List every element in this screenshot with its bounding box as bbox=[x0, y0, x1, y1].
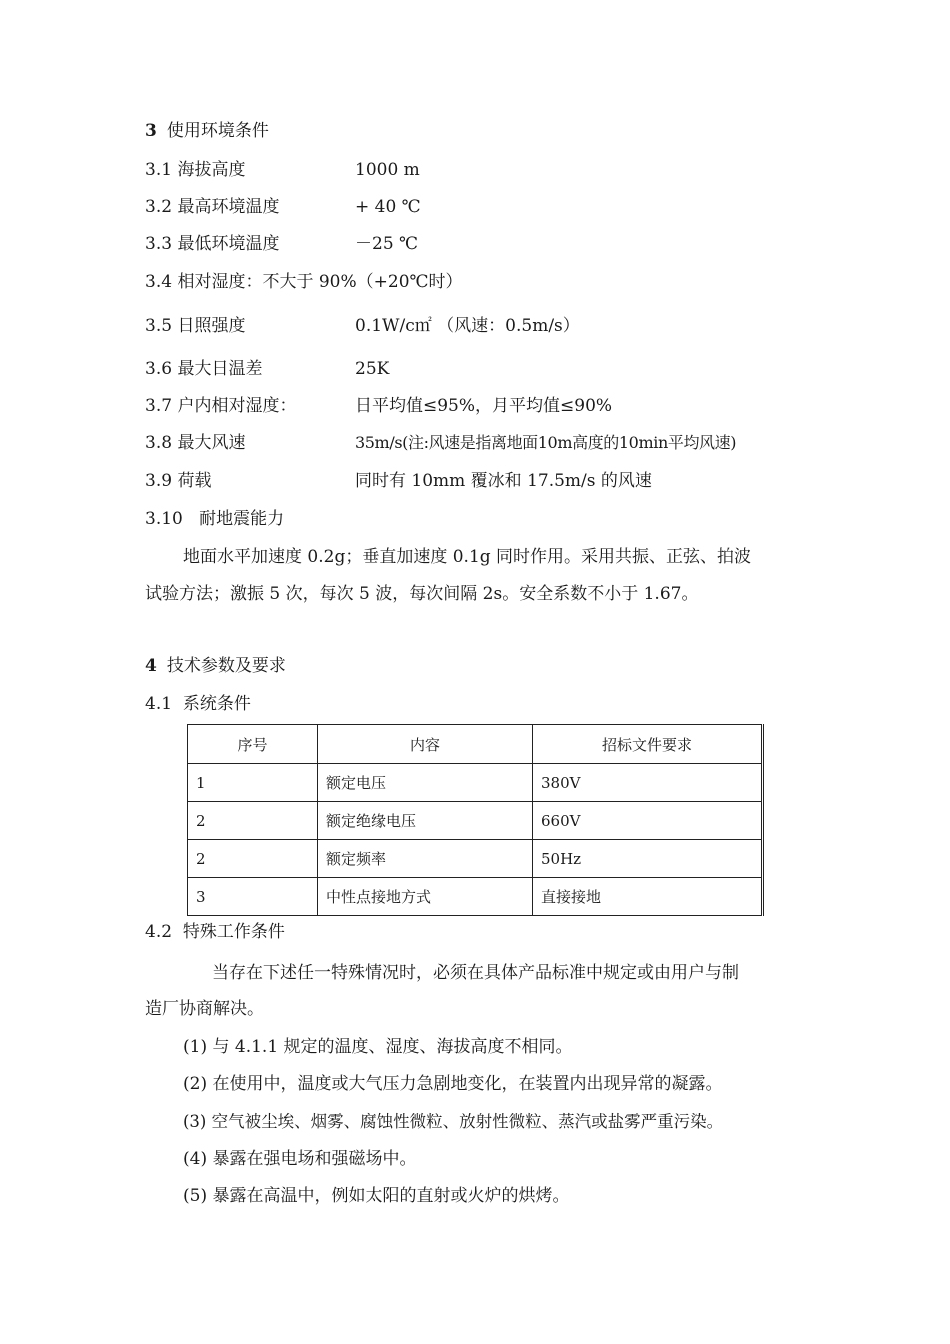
special-conditions-paragraph-line-1: 当存在下述任一特殊情况时，必须在具体产品标准中规定或由用户与制 bbox=[212, 963, 739, 983]
env-item-value: 25K bbox=[355, 359, 390, 379]
env-item-value: 同时有 10mm 覆冰和 17.5m/s 的风速 bbox=[355, 471, 652, 491]
seismic-paragraph-line-1: 地面水平加速度 0.2g；垂直加速度 0.1g 同时作用。采用共振、正弦、拍波 bbox=[183, 547, 752, 567]
table-cell: 中性点接地方式 bbox=[318, 878, 533, 916]
env-item-label: 3.1 海拔高度 bbox=[145, 160, 246, 180]
table-row bbox=[188, 878, 763, 916]
table-header-cell: 内容 bbox=[318, 725, 533, 764]
table-cell: 额定频率 bbox=[318, 840, 533, 878]
table-row bbox=[188, 840, 763, 878]
env-item-label: 3.5 日照强度 bbox=[145, 316, 246, 336]
env-item-label: 3.6 最大日温差 bbox=[145, 359, 263, 379]
section-3-heading bbox=[145, 120, 269, 142]
env-item-value: 35m/s(注:风速是指离地面10m高度的10min平均风速) bbox=[355, 433, 737, 452]
env-item-label: 3.10 耐地震能力 bbox=[145, 509, 285, 529]
special-condition-item: (1) 与 4.1.1 规定的温度、湿度、海拔高度不相同。 bbox=[183, 1037, 573, 1057]
section-4-heading bbox=[145, 655, 286, 677]
table-cell: 3 bbox=[188, 878, 318, 916]
table-cell: 额定绝缘电压 bbox=[318, 802, 533, 840]
special-condition-item: (5) 暴露在高温中，例如太阳的直射或火炉的烘烤。 bbox=[183, 1186, 570, 1206]
seismic-paragraph-line-2: 试验方法；激振 5 次，每次 5 波，每次间隔 2s。安全系数不小于 1.67。 bbox=[145, 584, 699, 604]
env-item-label: 3.4 相对湿度：不大于 90%（+20℃时） bbox=[145, 272, 463, 292]
env-item-value: －25 ℃ bbox=[355, 234, 419, 254]
table-row bbox=[188, 764, 763, 802]
table-header-cell: 序号 bbox=[188, 725, 318, 764]
system-conditions-table bbox=[187, 724, 764, 916]
table-cell: 1 bbox=[188, 764, 318, 802]
subsection-4-2-title: 4.2 特殊工作条件 bbox=[145, 922, 285, 942]
table-header-row bbox=[188, 725, 763, 764]
env-item-label: 3.3 最低环境温度 bbox=[145, 234, 280, 254]
section-3-title: 使用环境条件 bbox=[166, 121, 269, 141]
special-conditions-paragraph-line-2: 造厂协商解决。 bbox=[145, 999, 264, 1019]
table-cell: 660V bbox=[533, 802, 763, 840]
table-header-cell: 招标文件要求 bbox=[533, 725, 763, 764]
table-cell: 380V bbox=[533, 764, 763, 802]
special-condition-item: (3) 空气被尘埃、烟雾、腐蚀性微粒、放射性微粒、蒸汽或盐雾严重污染。 bbox=[183, 1112, 724, 1131]
table-cell: 额定电压 bbox=[318, 764, 533, 802]
table-cell: 2 bbox=[188, 802, 318, 840]
section-4-title: 技术参数及要求 bbox=[166, 656, 286, 676]
env-item-label: 3.8 最大风速 bbox=[145, 433, 246, 453]
subsection-4-1-title: 4.1 系统条件 bbox=[145, 694, 251, 714]
env-item-value: 0.1W/c㎡ （风速：0.5m/s） bbox=[355, 316, 580, 336]
table-cell: 2 bbox=[188, 840, 318, 878]
table-row bbox=[188, 802, 763, 840]
env-item-label: 3.9 荷载 bbox=[145, 471, 212, 491]
section-4-number: 4 bbox=[145, 656, 157, 676]
env-item-label: 3.2 最高环境温度 bbox=[145, 197, 280, 217]
table-cell: 50Hz bbox=[533, 840, 763, 878]
section-3-number: 3 bbox=[145, 121, 157, 141]
env-item-value: 日平均值≤95%，月平均值≤90% bbox=[355, 396, 613, 416]
table-cell: 直接接地 bbox=[533, 878, 763, 916]
env-item-label: 3.7 户内相对湿度： bbox=[145, 396, 297, 416]
env-item-value: 1000 m bbox=[355, 160, 420, 180]
special-condition-item: (2) 在使用中，温度或大气压力急剧地变化，在装置内出现异常的凝露。 bbox=[183, 1074, 723, 1094]
special-condition-item: (4) 暴露在强电场和强磁场中。 bbox=[183, 1149, 417, 1169]
env-item-value: + 40 ℃ bbox=[355, 197, 421, 217]
